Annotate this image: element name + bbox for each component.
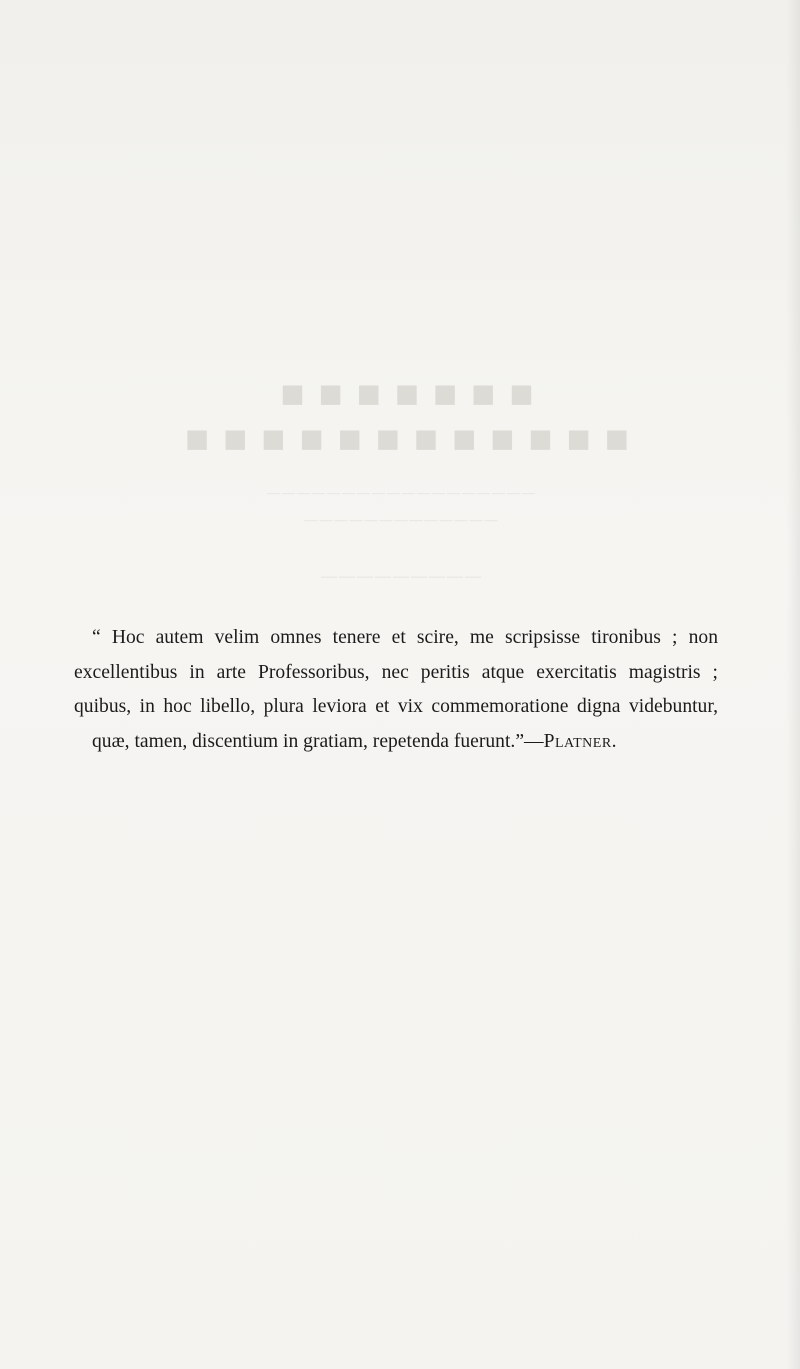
quote-line-4-text: quæ, tamen, discentium in gratiam, repetenda fuerunt.”—: [92, 730, 544, 752]
show-through-reverse-page: ■■■■■■■ ■■■■■■■■■■■■ —————————————————— ————————————— —————————: [171, 371, 629, 585]
page-edge-shadow: [786, 0, 800, 1369]
quote-line-4: [74, 725, 718, 760]
epigraph-quote: [74, 621, 718, 759]
quote-attribution: Platner.: [543, 730, 618, 752]
quote-line-3: quibus, in hoc libello, plura leviora et vix commemoratione digna videbuntur,: [74, 696, 718, 717]
quote-line-1: “ Hoc autem velim omnes tenere et scire, me scripsisse tironibus ; non: [92, 627, 718, 648]
quote-line-2: excellentibus in arte Professoribus, nec peritis atque exercitatis magistris ;: [74, 661, 718, 683]
